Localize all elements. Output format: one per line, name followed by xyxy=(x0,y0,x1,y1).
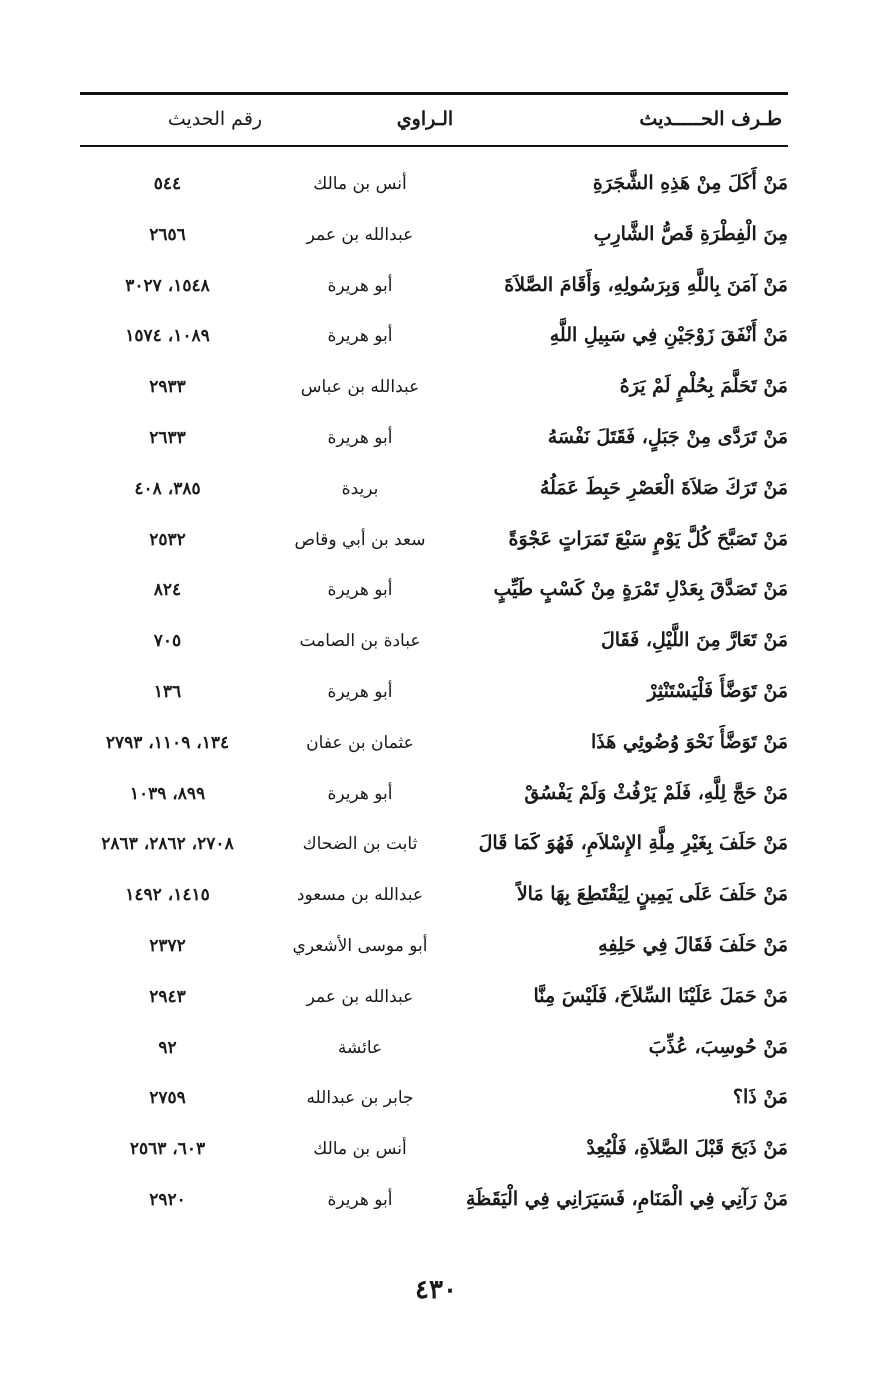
table-row xyxy=(80,924,788,975)
hadith-number: ٢٩٤٣ xyxy=(149,986,186,1007)
narrator-name: عثمان بن عفان xyxy=(306,732,414,753)
table-row xyxy=(80,1076,788,1127)
hadith-start-text: مَنْ تَعَارَّ مِنَ اللَّيْلِ، فَقَالَ xyxy=(600,629,788,652)
hadith-start-text: مَنْ رَآنِي فِي الْمَنَامِ، فَسَيَرَانِي فِي الْيَقَظَةِ xyxy=(465,1187,788,1210)
hadith-number: ٣٨٥، ٤٠٨ xyxy=(134,478,201,499)
table-row xyxy=(80,721,788,772)
narrator-name: ثابت بن الضحاك xyxy=(302,834,418,855)
narrator-name: سعد بن أبي وقاص xyxy=(294,529,426,550)
table-row xyxy=(80,314,788,365)
hadith-start-text: مَنْ حَمَلَ عَلَيْنَا السِّلاَحَ، فَلَيْسَ مِنَّا xyxy=(533,984,788,1007)
table-row xyxy=(80,568,788,619)
table-row xyxy=(80,975,788,1026)
hadith-number: ٩٢ xyxy=(158,1037,177,1058)
table-row xyxy=(80,365,788,416)
narrator-name: أبو هريرة xyxy=(327,681,393,702)
hadith-start-text: مَنْ أَنْفَقَ زَوْجَيْنِ فِي سَبِيلِ اللَّهِ xyxy=(549,324,788,347)
hadith-number: ٢٦٣٣ xyxy=(149,427,186,448)
narrator-name: أبو هريرة xyxy=(327,580,393,601)
header-rule xyxy=(80,145,788,147)
narrator-name: جابر بن عبدالله xyxy=(306,1088,414,1109)
narrator-name: أنس بن مالك xyxy=(313,174,407,194)
hadith-start-text: مَنْ حُوسِبَ، عُذِّبَ xyxy=(648,1035,788,1058)
hadith-start-text: مَنْ حَلَفَ فَقَالَ فِي حَلِفِهِ xyxy=(598,933,788,956)
hadith-number: ٢٧٥٩ xyxy=(149,1088,186,1109)
narrator-name: أبو هريرة xyxy=(327,783,393,804)
table-row xyxy=(80,264,788,315)
hadith-number: ٨٢٤ xyxy=(153,580,182,601)
hadith-number: ١٥٤٨، ٣٠٢٧ xyxy=(125,275,210,296)
narrator-name: عبدالله بن عباس xyxy=(300,377,420,398)
hadith-start-text: مَنْ تَوَضَّأَ فَلْيَسْتَنْثِرْ xyxy=(647,679,788,702)
narrator-name: أبو هريرة xyxy=(327,427,393,448)
hadith-start-text: مَنْ حَجَّ لِلَّهِ، فَلَمْ يَرْفُثْ وَلَمْ يَفْسُقْ xyxy=(524,781,788,804)
hadith-number: ٧٠٥ xyxy=(153,631,182,652)
hadith-start-text: مَنْ حَلَفَ بِغَيْرِ مِلَّةِ الإِسْلاَمِ، فَهُوَ كَمَا قَالَ xyxy=(478,832,788,855)
hadith-start-text: مَنْ تَصَبَّحَ كُلَّ يَوْمٍ سَبْعَ تَمَرَاتٍ عَجْوَةً xyxy=(508,527,788,550)
narrator-name: عبدالله بن عمر xyxy=(306,986,414,1007)
hadith-number: ٢٧٠٨، ٢٨٦٢، ٢٨٦٣ xyxy=(101,834,234,855)
table-row xyxy=(80,1127,788,1178)
table-row xyxy=(80,162,788,213)
narrator-name: أبو هريرة xyxy=(327,1189,393,1210)
table-row xyxy=(80,467,788,518)
table-header xyxy=(80,100,788,144)
narrator-name: عبادة بن الصامت xyxy=(299,631,421,652)
hadith-number: ٢٥٣٢ xyxy=(149,529,186,550)
table-row xyxy=(80,1026,788,1077)
hadith-start-text: مَنْ أَكَلَ مِنْ هَذِهِ الشَّجَرَةِ xyxy=(592,172,788,194)
table-row xyxy=(80,213,788,264)
narrator-name: أبو هريرة xyxy=(327,326,393,347)
hadith-number: ١٣٤، ١١٠٩، ٢٧٩٣ xyxy=(105,732,230,753)
hadith-start-text: مَنْ تَحَلَّمَ بِحُلْمٍ لَمْ يَرَهُ xyxy=(619,375,788,398)
table-row xyxy=(80,772,788,823)
table-row xyxy=(80,670,788,721)
hadith-number: ٨٩٩، ١٠٣٩ xyxy=(129,783,206,804)
top-rule xyxy=(80,92,788,95)
hadith-number: ٢٩٣٣ xyxy=(149,377,186,398)
narrator-name: عبدالله بن عمر xyxy=(306,224,414,245)
hadith-number: ٢٦٥٦ xyxy=(149,224,186,245)
table-row xyxy=(80,822,788,873)
header-hadith-number: رقم الحديث xyxy=(167,108,263,130)
table-row xyxy=(80,619,788,670)
page-number: ٤٣٠ xyxy=(415,1275,457,1305)
hadith-start-text: مَنْ ذَا؟ xyxy=(732,1086,788,1109)
hadith-start-text: مَنْ تَصَدَّقَ بِعَدْلِ تَمْرَةٍ مِنْ كَسْبٍ طَيِّبٍ xyxy=(493,578,788,601)
table-row xyxy=(80,873,788,924)
hadith-number: ٦٠٣، ٢٥٦٣ xyxy=(129,1139,206,1160)
hadith-number: ١٤١٥، ١٤٩٢ xyxy=(125,885,210,906)
header-hadith-start: طـرف الحـــــديث xyxy=(639,108,782,130)
header-narrator: الـراوي xyxy=(396,108,454,130)
hadith-start-text: مَنْ تَوَضَّأَ نَحْوَ وُضُوئِي هَذَا xyxy=(590,730,788,753)
narrator-name: عبدالله بن مسعود xyxy=(296,885,424,906)
narrator-name: أبو هريرة xyxy=(327,275,393,296)
hadith-start-text: مَنْ تَرَكَ صَلاَةَ الْعَصْرِ حَبِطَ عَمَلُهُ xyxy=(539,476,788,499)
table-row xyxy=(80,518,788,569)
hadith-number: ٢٣٧٢ xyxy=(149,935,186,956)
hadith-number: ٢٩٢٠ xyxy=(149,1189,186,1210)
hadith-start-text: مَنْ آمَنَ بِاللَّهِ وَبِرَسُولِهِ، وَأَقَامَ الصَّلاَةَ xyxy=(504,273,788,296)
table-row xyxy=(80,1178,788,1229)
hadith-number: ١٠٨٩، ١٥٧٤ xyxy=(125,326,210,347)
narrator-name: بريدة xyxy=(341,478,379,499)
hadith-number: ١٣٦ xyxy=(153,681,182,702)
table-row xyxy=(80,416,788,467)
hadith-start-text: مِنَ الْفِطْرَةِ قَصُّ الشَّارِبِ xyxy=(593,222,788,245)
hadith-index-table xyxy=(80,162,788,1229)
narrator-name: أنس بن مالك xyxy=(313,1139,407,1160)
narrator-name: أبو موسى الأشعري xyxy=(292,935,428,956)
hadith-start-text: مَنْ تَرَدَّى مِنْ جَبَلٍ، فَقَتَلَ نَفْسَهُ xyxy=(547,425,788,448)
hadith-start-text: مَنْ ذَبَحَ قَبْلَ الصَّلاَةِ، فَلْيُعِدْ xyxy=(586,1137,788,1160)
narrator-name: عائشة xyxy=(337,1037,383,1058)
hadith-start-text: مَنْ حَلَفَ عَلَى يَمِينٍ لِيَقْتَطِعَ بِهَا مَالاً xyxy=(516,883,788,906)
hadith-number: ٥٤٤ xyxy=(153,174,182,194)
